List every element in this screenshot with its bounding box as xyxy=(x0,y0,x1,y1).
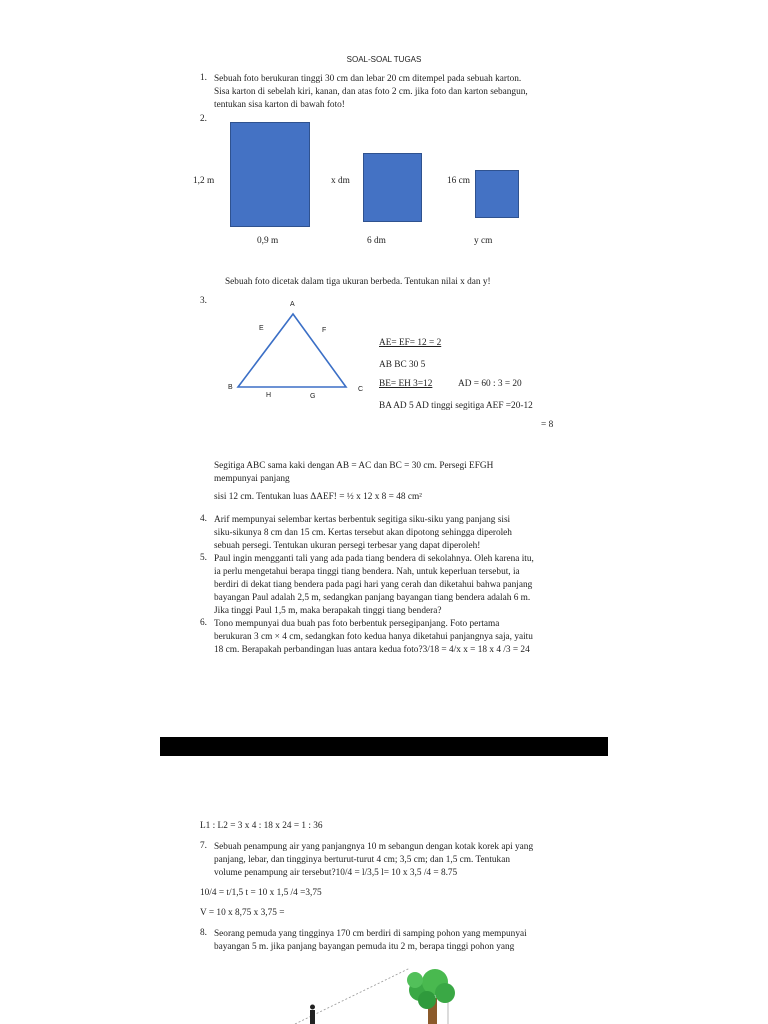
q3-work-line-5: = 8 xyxy=(541,420,554,430)
photo-3-width-label: y cm xyxy=(474,236,493,246)
point-g-label: G xyxy=(310,393,316,400)
photo-1-width-label: 0,9 m xyxy=(257,236,279,246)
triangle-abc-diagram xyxy=(228,300,358,400)
photo-2-height-label: x dm xyxy=(331,176,350,186)
question-6-line-3: 18 cm. Berapakah perbandingan luas antara kedua foto?3/18 = 4/x x = 18 x 4 /3 = 24 xyxy=(214,645,530,655)
question-7-line-2: panjang, lebar, dan tingginya berturut-turut 4 cm; 3,5 cm; dan 1,5 cm. Tentukan xyxy=(214,855,510,865)
question-3-number: 3. xyxy=(200,296,207,306)
question-6-number: 6. xyxy=(200,618,207,628)
question-7-line-1: Sebuah penampung air yang panjangnya 10 m sebangun dengan kotak korek api yang xyxy=(214,842,534,852)
point-e-label: E xyxy=(259,325,264,332)
question-4-line-3: sebuah persegi. Tentukan ukuran persegi terbesar yang dapat diperoleh! xyxy=(214,541,481,551)
question-5-number: 5. xyxy=(200,553,207,563)
question-2-text: Sebuah foto dicetak dalam tiga ukuran berbeda. Tentukan nilai x dan y! xyxy=(225,277,491,287)
photo-size-3-rect xyxy=(475,170,519,218)
photo-1-height-label: 1,2 m xyxy=(193,176,215,186)
q7-calc-height: 10/4 = t/1,5 t = 10 x 1,5 /4 =3,75 xyxy=(200,888,322,898)
question-5-line-3: berdiri di dekat tiang bendera pada pagi hari yang cerah dan diketahui bahwa panjang xyxy=(214,580,533,590)
question-7-line-3: volume penampung air tersebut?10/4 = l/3,5 l= 10 x 3,5 /4 = 8.75 xyxy=(214,868,458,878)
question-6-line-2: berukuran 3 cm × 4 cm, sedangkan foto kedua hanya diketahui panjangnya saja, yaitu xyxy=(214,632,533,642)
question-2-number: 2. xyxy=(200,114,207,124)
question-4-line-1: Arif mempunyai selembar kertas berbentuk segitiga siku-siku yang panjang sisi xyxy=(214,515,511,525)
question-3-line-2: mempunyai panjang xyxy=(214,474,290,484)
question-6-line-1: Tono mempunyai dua buah pas foto berbentuk persegipanjang. Foto pertama xyxy=(214,619,500,629)
question-4-line-2: siku-sikunya 8 cm dan 15 cm. Kertas tersebut akan dipotong sehingga diperoleh xyxy=(214,528,512,538)
question-1-line-3: tentukan sisa karton di bawah foto! xyxy=(214,100,345,110)
question-7-number: 7. xyxy=(200,841,207,851)
question-5-line-1: Paul ingin mengganti tali yang ada pada tiang bendera di sekolahnya. Oleh karena itu, xyxy=(214,554,534,564)
q3-work-line-4: BA AD 5 AD tinggi segitiga AEF =20-12 xyxy=(379,401,533,411)
question-1-line-1: Sebuah foto berukuran tinggi 30 cm dan lebar 20 cm ditempel pada sebuah karton. xyxy=(214,74,522,84)
tree-shadow-illustration xyxy=(290,960,460,1024)
question-5-line-5: Jika tinggi Paul 1,5 m, maka berapakah tinggi tiang bendera? xyxy=(214,606,442,616)
question-3-line-3: sisi 12 cm. Tentukan luas ΔAEF! = ½ x 12 x 8 = 48 cm² xyxy=(214,492,422,502)
q7-calc-volume: V = 10 x 8,75 x 3,75 = xyxy=(200,908,285,918)
question-8-number: 8. xyxy=(200,928,207,938)
q3-work-line-3a: BE= EH 3=12 xyxy=(379,379,433,389)
question-3-line-1: Segitiga ABC sama kaki dengan AB = AC dan BC = 30 cm. Persegi EFGH xyxy=(214,461,494,471)
point-b-label: B xyxy=(228,384,233,391)
question-5-line-4: bayangan Paul adalah 2,5 m, sedangkan panjang bayangan tiang bendera adalah 6 m. xyxy=(214,593,531,603)
question-8-line-2: bayangan 5 m. jika panjang bayangan pemuda itu 2 m, berapa tinggi pohon yang xyxy=(214,942,515,952)
question-1-number: 1. xyxy=(200,73,207,83)
question-5-line-2: ia perlu mengetahui berapa tinggi tiang bendera. Nah, untuk keperluan tersebut, ia xyxy=(214,567,520,577)
person-icon xyxy=(310,1005,315,1024)
point-h-label: H xyxy=(266,392,272,399)
photo-size-1-rect xyxy=(230,122,310,227)
photo-size-2-rect xyxy=(363,153,422,222)
question-1-line-2: Sisa karton di sebelah kiri, kanan, dan atas foto 2 cm. jika foto dan karton sebangun, xyxy=(214,87,528,97)
q3-work-line-1: AE= EF= 12 = 2 xyxy=(379,338,442,348)
question-4-number: 4. xyxy=(200,514,207,524)
point-c-label: C xyxy=(358,386,364,393)
page-separator-bar xyxy=(160,737,608,756)
question-8-line-1: Seorang pemuda yang tingginya 170 cm berdiri di samping pohon yang mempunyai xyxy=(214,929,527,939)
point-f-label: F xyxy=(322,327,327,334)
q3-work-line-3b: AD = 60 : 3 = 20 xyxy=(458,379,522,389)
page-title: SOAL-SOAL TUGAS xyxy=(346,55,422,64)
photo-3-height-label: 16 cm xyxy=(447,176,470,186)
q3-work-line-2: AB BC 30 5 xyxy=(379,360,426,370)
triangle-abc-shape xyxy=(238,314,346,387)
point-a-label: A xyxy=(290,301,295,308)
ratio-answer: L1 : L2 = 3 x 4 : 18 x 24 = 1 : 36 xyxy=(200,821,323,831)
photo-2-width-label: 6 dm xyxy=(367,236,386,246)
